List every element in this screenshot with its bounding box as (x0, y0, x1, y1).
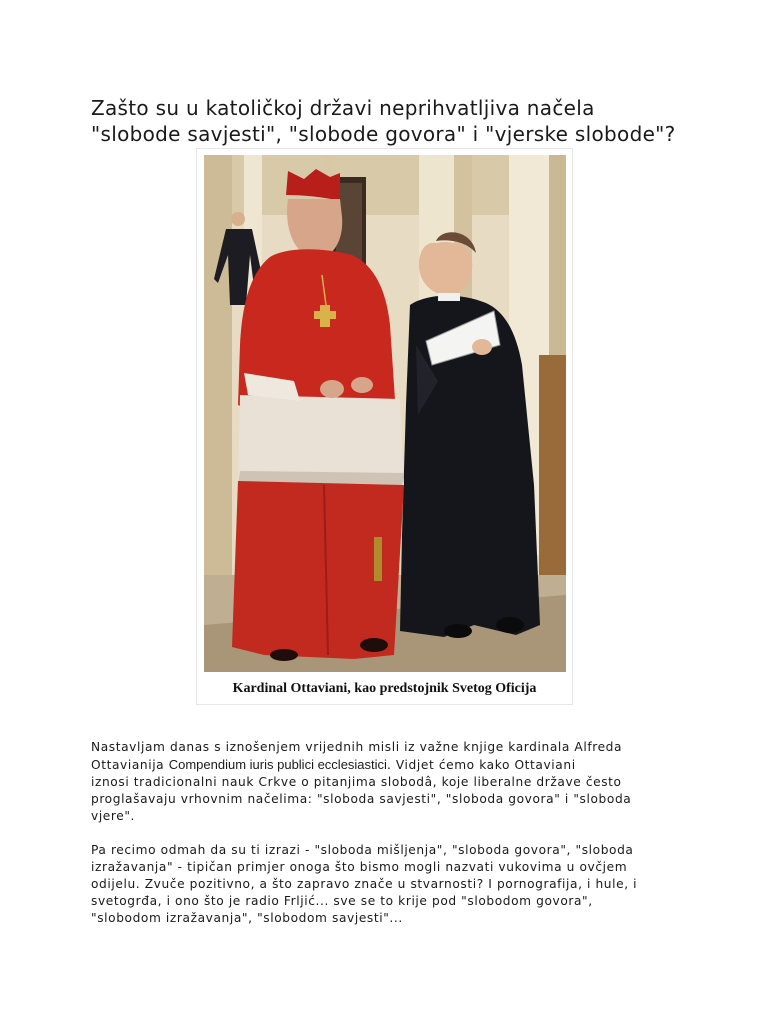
book-title: Compendium iuris publici ecclesiastici (168, 757, 387, 772)
paragraph-2 (91, 842, 681, 927)
paragraph-1 (91, 739, 681, 825)
paragraph-1-line: vjere". (91, 809, 136, 823)
line-text: Ottavianija (91, 758, 169, 772)
paragraph-2-line: svetogrđa, i ono što je radio Frljić... sve se to krije pod "slobodom govora", (91, 894, 593, 908)
paragraph-1-line: iznosi tradicionalni nauk Crkve o pitanjima slobodâ, koje liberalne države često (91, 775, 622, 789)
paragraph-1-line (91, 756, 681, 774)
title-line-2: "slobode savjesti", "slobode govora" i "vjerske slobode"? (91, 122, 676, 146)
paragraph-2-line: "slobodom izražavanja", "slobodom savjesti"... (91, 911, 403, 925)
paragraph-2-line: Pa recimo odmah da su ti izrazi - "sloboda mišljenja", "sloboda govora", "sloboda (91, 843, 634, 857)
paragraph-2-line: izražavanja" - tipičan primjer onoga što bismo mogli nazvati vukovima u ovčjem (91, 860, 628, 874)
line-text: . Vidjet ćemo kako Ottaviani (386, 758, 576, 772)
paragraph-1-line: Nastavljam danas s iznošenjem vrijednih misli iz važne knjige kardinala Alfreda (91, 740, 623, 754)
title-line-1: Zašto su u katoličkoj državi neprihvatljiva načela (91, 96, 595, 120)
photo-caption: Kardinal Ottaviani, kao predstojnik Svetog Oficija (232, 681, 537, 696)
paragraph-2-line: odijelu. Zvuče pozitivno, a što zapravo znače u stvarnosti? I pornografija, i hule, i (91, 877, 638, 891)
paragraph-1-line: proglašavaju vrhovnim načelima: "sloboda savjesti", "sloboda govora" i "sloboda (91, 792, 632, 806)
article-title (91, 95, 691, 147)
photo-cardinal-ottaviani (204, 155, 566, 672)
figure (196, 148, 573, 705)
